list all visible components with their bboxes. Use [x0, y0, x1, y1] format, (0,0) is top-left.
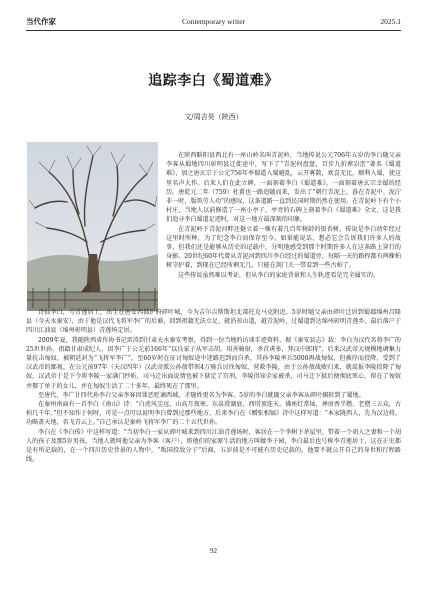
journal-name-english: Contemporary writer [181, 17, 246, 26]
issue-number: 2025.1 [380, 17, 401, 26]
ginkgo-tree-photo [27, 142, 158, 311]
body-text-right-column [166, 151, 401, 280]
paragraph: 在青泥岭下青泥河畔还挺立着一棵有着几百年树龄的银杏树，传说是李白幼年经过这里时所种，为了纪念李白而保存至今。如果能说话，想必它会告诉我们许多人的故事，但我们还是能够从历史的记载中，分明地感受到那个时期许多人在这条路上穿行的身影。20世纪60年代曾从青泥河到四川李白经过的蜀道旁，每隔一天的路程都有两棵柏树守护着，到现在已经所剩无几，只能在剑门关一带看到一些古柏了。 [166, 225, 401, 270]
paragraph: 诗仙李白，号青莲居士，出生在唐安西都护府碎叶城，今为吉尔吉斯斯坦北部托克马克附近。5岁时随父亲由碎叶迁居到蜀郡绵州昌隆县（今天水秦安），由于他是汉代飞将军李广的后裔，回到祖籍无法立足，就沿祁山道，越青泥岭，过蜀道到达绵州彰明青莲乡，最后落户于四川江油县（绵州彰明县）青莲场定居。 [26, 309, 401, 335]
article-title: 追踪李白《蜀道难》 [148, 73, 279, 89]
paragraph: 2009年夏，我随陕西省作协书记雷涛到甘肃天水秦安考察，得到一份当地的访谈手迹资料，据《秦安县志》载：李白为汉代名将李广的25世世孙，祖籍甘肃成纪人，因李广于公元前166年“以良家子从军击胡，用善骑射，杀首虏多，拜汉中郎将”。后来汉武帝大规模地调集力量抗击匈奴，被朝廷封为“飞将军李广”。至60岁时在征讨匈奴途中迷路迟到而自杀，其孙李陵率兵5000再战匈奴，但被俘而投降，受到了汉武帝的鄙视，在公元前97年（天汉四年）汉武帝派公孙敖带领4万骑兵讨伐匈奴，营救李陵，由于公孙敖战败归来，就谎报李陵投降了匈奴，汉武帝于是下令将李陵一家满门抄斩，司马迁出面说情也被下狱定了宫刑。李陵得知全家被杀，司马迁下狱后便彻底死心，留在了匈奴并娶了单于的女儿，并在匈奴生活了二十多年，最终死在了那里。 [26, 336, 401, 390]
paragraph: 这些传说虽然难以考证，但从李白的家庭背景和人生轨迹看是完全属实的。 [178, 271, 380, 279]
journal-name-chinese: 当代作家 [26, 17, 56, 26]
paragraph: 在秦州南面有一首李白《南山》诗：“白虎风尘远，山高月夜寒。东泉澄湖底，西塔顶连天。佛座灯常灿，禅房香半燃。老僧三五众，古柏几千年。”但不知作于何时，可是一点可以说明李白曾到过那些地方。后来李白在《赠张相镐》诗中这样写道：“本家陇西人，先为汉边将。功略盖天地，名飞青云上。”自己承认是秦岭飞将军李广的二十五代世孙。 [26, 401, 401, 427]
running-header [26, 16, 401, 28]
paragraph: 在陕西略阳县西北有一座山岭名叫青泥岭，当地传说公元706年五岁的李白随父亲李客从蜀地四川彰明县迁徙途中，写下了“青泥何盘盘，百步九折萦岩峦”著名《蜀道难》，加之唐玄宗于公元756年率蜀道入蜀避乱，云开雾散，欢喜无比，顺利入蜀，使这里名声大作。后来人们在此立碑，一面刻着李白《蜀道难》，一面刻着唐玄宗幸蜀的经历。唐乾元二年（759）杜甫也一路追随而来，发出了“朝行青泥上，暮在青泥中。泥泞非一时，版筑劳人功”的感叹，这条道路一直到民国时期仍然在使用。在青泥岭下有个小村庄，当地人以前修造了一座小亭子，亭旁的石碑上刻着李白《蜀道难》全文，这是我们追寻李白蜀道足迹时，对这一地方最深刻的印象。 [166, 152, 401, 224]
page-number: 92 [210, 547, 217, 555]
header-rule [26, 30, 401, 31]
paragraph: 李白在《李白传》中这样写道：“当初李白一家从碎叶城来到四川江油青莲场时，客居在一个李树下茅屋里，带着一个胡人之妻和一个胡人的孩子及那5岁男孩，当地人就叫他父亲为李客（客户），将他们的家原生活的地方叫做李子园，李白最后也号称李青莲居士，这在正史都是有所记载的，在一个四川历史背景的人物中，“叛国投敌分子”后裔，五岁前是不可能有历史记载的，他要不就公开自己的身世和行程路线。 [26, 428, 401, 464]
paragraph: 至唐代，李广廿四代孙李白父亲李客因罪恶贬谪西域，才随姓更名为李客。5岁的李白就随父亲李客从碎叶辗转到了蜀地。 [38, 391, 365, 399]
body-text-full-width [26, 308, 401, 464]
article-byline: 文/周吉昊（陕西） [184, 113, 243, 121]
tree-illustration [27, 142, 158, 311]
